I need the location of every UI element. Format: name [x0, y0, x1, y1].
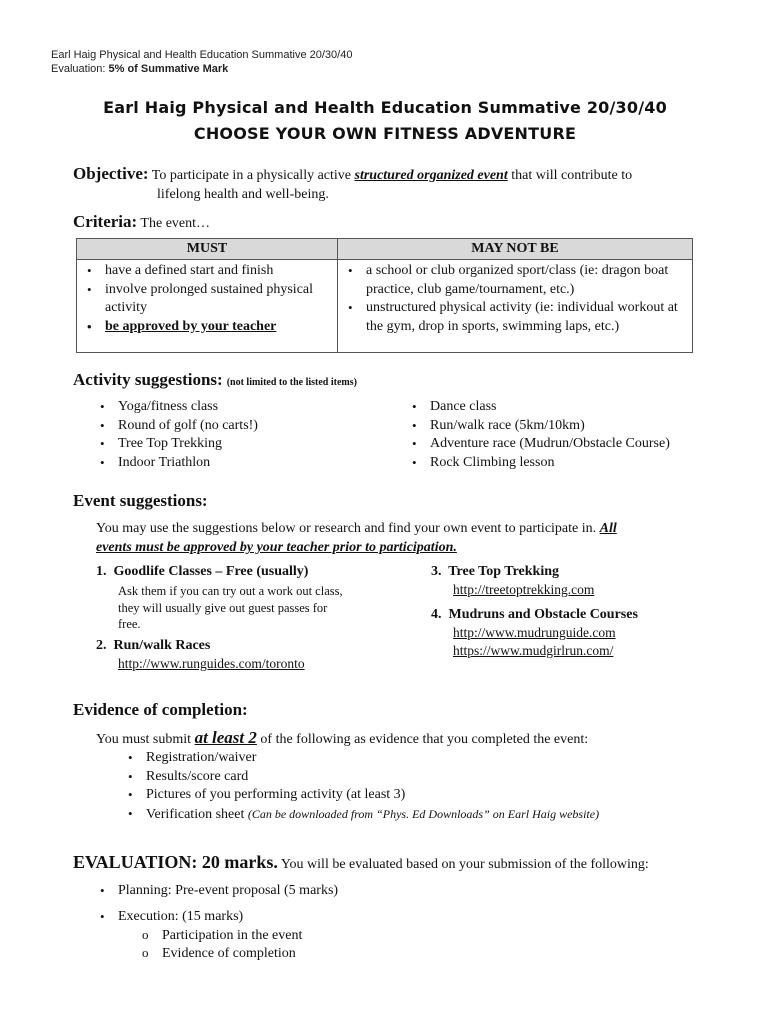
list-item: o Participation in the event: [140, 927, 540, 945]
event-4-link-1[interactable]: http://www.mudrunguide.com: [453, 625, 616, 640]
event-1-desc: Ask them if you can try out a work out class, they will usually give out guest passes for free.: [118, 584, 343, 631]
list-item: o Evidence of completion: [140, 945, 540, 963]
list-item: • Pictures of you performing activity (at least 3): [124, 786, 724, 805]
header-line-2: Evaluation: 5% of Summative Mark: [51, 63, 229, 75]
list-item: • Results/score card: [124, 768, 724, 787]
verification-note: (Can be downloaded from “Phys. Ed Downloads” on Earl Haig website): [247, 806, 600, 821]
list-item: • Indoor Triathlon: [96, 454, 376, 473]
list-item: • a school or club organized sport/class (ie: dragon boat practice, club game/tournament, etc.): [344, 262, 688, 299]
objective-section: Objective: To participate in a physically active structured organized event that will contribute to lifelong health and well-being.: [73, 164, 723, 204]
list-item: • Planning: Pre-event proposal (5 marks): [96, 882, 596, 901]
list-item: • have a defined start and finish: [83, 262, 333, 281]
list-item: • Yoga/fitness class: [96, 398, 376, 417]
list-item: • Rock Climbing lesson: [408, 454, 728, 473]
event-3-title: Tree Top Trekking: [448, 564, 559, 579]
list-item: • Adventure race (Mudrun/Obstacle Course): [408, 435, 728, 454]
list-item: • unstructured physical activity (ie: individual workout at the gym, drop in sports, swimming laps, etc.): [344, 299, 688, 336]
activity-heading: [73, 370, 357, 390]
event-intro: You may use the suggestions below or research and find your own event to participate in. All events must be approved by your teacher prior to participation.: [96, 521, 617, 555]
event-4: 4. Mudruns and Obstacle Courses http://www.mudrunguide.com https://www.mudgirlrun.com/: [431, 607, 638, 658]
execution-sub-list: [140, 927, 540, 963]
list-item: • Dance class: [408, 398, 728, 417]
criteria-label: Criteria:: [73, 212, 138, 231]
event-1-title: Goodlife Classes – Free (usually): [113, 564, 309, 579]
list-item: • Verification sheet (Can be downloaded from “Phys. Ed Downloads” on Earl Haig website): [124, 805, 724, 825]
list-item: • Execution: (15 marks): [96, 908, 596, 927]
evidence-heading: Evidence of completion:: [73, 700, 248, 719]
list-item: • Registration/waiver: [124, 749, 724, 768]
must-header: MUST: [77, 239, 338, 260]
event-4-link-2[interactable]: https://www.mudgirlrun.com/: [453, 643, 614, 658]
list-item: • Round of golf (no carts!): [96, 417, 376, 436]
activity-note: (not limited to the listed items): [226, 377, 357, 388]
criteria-table: [76, 238, 693, 353]
activity-list-left: [96, 398, 376, 472]
evaluation-heading: EVALUATION: 20 marks. You will be evaluated based on your submission of the following:: [73, 852, 649, 872]
objective-label: Objective:: [73, 164, 149, 183]
document-header: [51, 48, 352, 76]
event-3-link[interactable]: http://treetoptrekking.com: [453, 582, 595, 597]
event-1: 1. Goodlife Classes – Free (usually) Ask them if you can try out a work out class, they will usually give out guest passes for free.: [96, 564, 343, 631]
event-2: 2. Run/walk Races http://www.runguides.com/toronto: [96, 638, 305, 671]
event-4-title: Mudruns and Obstacle Courses: [448, 607, 638, 622]
objective-line-2: lifelong health and well-being.: [157, 187, 329, 202]
list-item: • involve prolonged sustained physical activity: [83, 281, 333, 318]
list-item: • Tree Top Trekking: [96, 435, 376, 454]
evaluation-label: EVALUATION: 20 marks.: [73, 852, 278, 872]
event-3: 3. Tree Top Trekking http://treetoptrekking.com: [431, 564, 595, 597]
document-title: Earl Haig Physical and Health Education Summative 20/30/40: [103, 98, 667, 117]
may-not-list: [344, 262, 688, 336]
event-2-title: Run/walk Races: [113, 638, 211, 653]
list-item: • be approved by your teacher: [83, 318, 333, 337]
criteria-heading: Criteria: The event…: [73, 212, 211, 231]
evidence-list: [124, 749, 724, 824]
document-subtitle: CHOOSE YOUR OWN FITNESS ADVENTURE: [193, 124, 577, 143]
may-not-header: MAY NOT BE: [338, 239, 693, 260]
event-heading: Event suggestions:: [73, 491, 208, 510]
activity-label: Activity suggestions:: [73, 370, 223, 389]
event-2-link[interactable]: http://www.runguides.com/toronto: [118, 656, 305, 671]
evidence-intro: You must submit at least 2 of the following as evidence that you completed the event:: [96, 728, 589, 747]
header-line-1: Earl Haig Physical and Health Education Summative 20/30/40: [51, 49, 353, 61]
evidence-emphasis: at least 2: [194, 728, 257, 747]
must-list: [83, 262, 333, 336]
evaluation-list-execution: [96, 908, 596, 927]
list-item: • Run/walk race (5km/10km): [408, 417, 728, 436]
activity-list-right: [408, 398, 728, 472]
objective-emphasis: structured organized event: [354, 168, 508, 183]
evaluation-list: [96, 882, 596, 901]
